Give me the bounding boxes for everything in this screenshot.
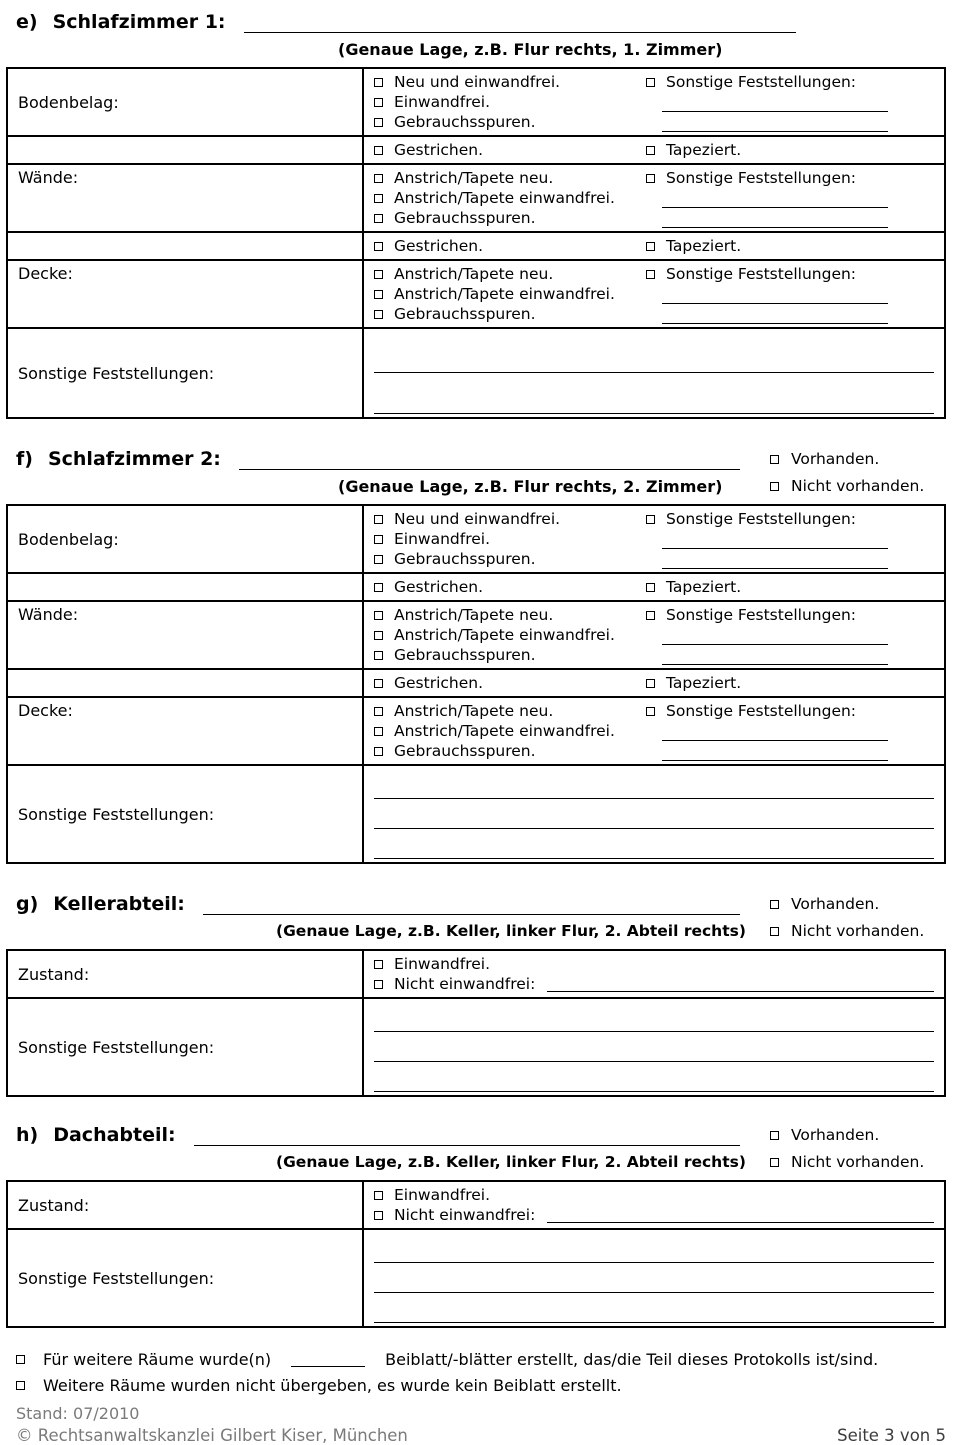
condition-detail-line[interactable] [547,976,934,992]
checkbox-icon[interactable] [374,960,383,969]
walls-row [8,163,944,231]
location-hint: (Genaue Lage, z.B. Flur rechts, 1. Zimmer) [338,39,723,59]
floor-option-new[interactable] [374,509,646,529]
findings-line[interactable] [662,304,888,324]
section-h-header [6,1119,946,1174]
checkbox-icon[interactable] [374,747,383,756]
checkbox-icon[interactable] [374,555,383,564]
floor-findings-option[interactable] [646,509,934,529]
einwandfrei-option[interactable] [374,1185,934,1205]
vorhanden-label: Vorhanden. [791,1126,880,1144]
findings-line[interactable] [374,332,934,373]
checkbox-icon[interactable] [770,1131,779,1140]
findings-line[interactable] [662,92,888,112]
nicht-vorhanden-option[interactable] [770,1151,946,1173]
floor-option-used[interactable] [374,549,646,569]
findings-line[interactable] [662,208,888,228]
checkbox-icon[interactable] [374,583,383,592]
findings-line[interactable] [374,1293,934,1323]
checkbox-icon[interactable] [770,455,779,464]
section-e-header [6,6,946,61]
section-f-header [6,443,946,498]
location-input-line[interactable] [244,11,796,33]
walls-option-used[interactable] [374,645,646,665]
walls-label: Wände: [18,168,79,187]
findings-row [8,997,944,1095]
option-label: Gestrichen. [394,237,484,255]
checkbox-icon[interactable] [770,1158,779,1167]
checkbox-icon[interactable] [374,727,383,736]
checkbox-icon[interactable] [646,707,655,716]
option-label: Anstrich/Tapete neu. [394,265,554,283]
checkbox-icon[interactable] [374,535,383,544]
checkbox-icon[interactable] [374,194,383,203]
findings-line[interactable] [662,645,888,665]
condition-row [8,951,944,997]
gestrichen-option[interactable] [374,140,646,160]
paint-row [8,668,944,696]
findings-line[interactable] [662,549,888,569]
floor-row [8,506,944,572]
beiblatt-created-option[interactable] [16,1346,946,1372]
findings-line[interactable] [662,284,888,304]
walls-option-ok[interactable] [374,625,646,645]
vorhanden-option[interactable] [770,448,946,470]
storage-h-table [6,1180,946,1328]
walls-option-ok[interactable] [374,188,646,208]
option-label: Anstrich/Tapete neu. [394,606,554,624]
ceiling-label: Decke: [18,264,73,283]
checkbox-icon[interactable] [374,310,383,319]
checkbox-icon[interactable] [374,631,383,640]
checkbox-icon[interactable] [374,515,383,524]
floor-label: Bodenbelag: [18,529,119,549]
tapeziert-option[interactable] [646,577,934,597]
checkbox-icon[interactable] [374,174,383,183]
findings-line[interactable] [662,529,888,549]
nicht-vorhanden-option[interactable] [770,475,946,497]
ceiling-label: Decke: [18,701,73,720]
floor-option-ok[interactable] [374,92,646,112]
findings-label: Sonstige Feststellungen: [18,1037,215,1057]
condition-detail-line[interactable] [547,1207,934,1223]
section-name: Schlafzimmer 2: [47,448,221,470]
option-label: Einwandfrei. [394,955,491,973]
findings-line[interactable] [374,1032,934,1062]
section-h-title [16,1124,176,1146]
checkbox-icon[interactable] [16,1355,25,1364]
location-hint: (Genaue Lage, z.B. Flur rechts, 2. Zimmer) [338,476,723,496]
nicht-vorhanden-label: Nicht vorhanden. [791,1153,925,1171]
option-label: Einwandfrei. [394,1186,491,1204]
section-f-title [16,448,221,470]
room-e-table [6,67,946,419]
findings-line[interactable] [374,1062,934,1092]
option-label: Nicht einwandfrei: [394,975,536,993]
option-label: Sonstige Feststellungen: [666,265,857,283]
findings-line[interactable] [374,1233,934,1263]
section-letter: e) [16,11,38,33]
option-label: Gebrauchsspuren. [394,646,536,664]
section-e-title [16,11,226,33]
vorhanden-label: Vorhanden. [791,450,880,468]
ceiling-option-used[interactable] [374,741,646,761]
option-label: Sonstige Feststellungen: [666,510,857,528]
section-letter: h) [16,1124,39,1146]
gestrichen-option[interactable] [374,236,646,256]
checkbox-icon[interactable] [646,146,655,155]
location-input-line[interactable] [194,1124,740,1146]
section-letter: g) [16,893,39,915]
checkbox-icon[interactable] [374,707,383,716]
checkbox-icon[interactable] [374,146,383,155]
location-hint: (Genaue Lage, z.B. Keller, linker Flur, 2. Abteil rechts) [276,1153,746,1171]
findings-line[interactable] [662,721,888,741]
ceiling-option-new[interactable] [374,701,646,721]
checkbox-icon[interactable] [374,98,383,107]
findings-line[interactable] [374,829,934,859]
nicht-einwandfrei-option[interactable] [374,1205,535,1225]
location-input-line[interactable] [239,448,740,470]
option-label: Tapeziert. [666,237,742,255]
location-hint: (Genaue Lage, z.B. Keller, linker Flur, 2. Abteil rechts) [276,922,746,940]
checkbox-icon[interactable] [16,1381,25,1390]
checkbox-icon[interactable] [646,78,655,87]
option-label: Neu und einwandfrei. [394,73,561,91]
option-label: Gestrichen. [394,674,484,692]
checkbox-icon[interactable] [646,174,655,183]
condition-label: Zustand: [18,1195,90,1215]
room-f-table [6,504,946,864]
tapeziert-option[interactable] [646,236,934,256]
ceiling-option-ok[interactable] [374,284,646,304]
paint-row [8,572,944,600]
floor-findings-option[interactable] [646,72,934,92]
option-label: Anstrich/Tapete einwandfrei. [394,626,615,644]
storage-g-table [6,949,946,1097]
option-label: Nicht einwandfrei: [394,1206,536,1224]
walls-findings-option[interactable] [646,168,934,188]
section-name: Dachabteil: [53,1124,176,1146]
nicht-einwandfrei-option[interactable] [374,974,535,994]
checkbox-icon[interactable] [374,118,383,127]
option-label: Gebrauchsspuren. [394,113,536,131]
ceiling-row [8,696,944,764]
checkbox-icon[interactable] [646,679,655,688]
floor-label: Bodenbelag: [18,92,119,112]
findings-line[interactable] [662,188,888,208]
page-footer [6,1426,946,1445]
findings-line[interactable] [374,373,934,414]
option-label: Einwandfrei. [394,93,491,111]
option-label: Neu und einwandfrei. [394,510,561,528]
findings-line[interactable] [662,112,888,132]
section-name: Kellerabteil: [53,893,185,915]
option-label: Anstrich/Tapete einwandfrei. [394,285,615,303]
section-g-header [6,888,946,943]
findings-label: Sonstige Feststellungen: [18,363,215,383]
ceiling-findings-option[interactable] [646,264,934,284]
findings-row [8,327,944,417]
findings-line[interactable] [662,625,888,645]
findings-row [8,1228,944,1326]
walls-option-new[interactable] [374,168,646,188]
floor-option-ok[interactable] [374,529,646,549]
checkbox-icon[interactable] [374,651,383,660]
floor-row [8,69,944,135]
section-letter: f) [16,448,33,470]
option-label: Beiblatt/-blätter erstellt, das/die Teil dieses Protokolls ist/sind. [385,1349,879,1369]
checkbox-icon[interactable] [646,270,655,279]
ceiling-findings-option[interactable] [646,701,934,721]
option-label: Sonstige Feststellungen: [666,73,857,91]
nicht-vorhanden-option[interactable] [770,920,946,942]
ceiling-option-used[interactable] [374,304,646,324]
gestrichen-option[interactable] [374,577,646,597]
tapeziert-option[interactable] [646,673,934,693]
additional-rooms-options [6,1328,946,1398]
copyright: © Rechtsanwaltskanzlei Gilbert Kiser, München [16,1426,408,1445]
paint-row [8,231,944,259]
checkbox-icon[interactable] [374,611,383,620]
gestrichen-option[interactable] [374,673,646,693]
option-label: Gebrauchsspuren. [394,209,536,227]
walls-findings-option[interactable] [646,605,934,625]
checkbox-icon[interactable] [770,927,779,936]
no-beiblatt-option[interactable] [16,1372,946,1398]
findings-line[interactable] [374,769,934,799]
ceiling-row [8,259,944,327]
checkbox-icon[interactable] [374,290,383,299]
ceiling-option-new[interactable] [374,264,646,284]
option-label: Gebrauchsspuren. [394,742,536,760]
vorhanden-option[interactable] [770,893,946,915]
checkbox-icon[interactable] [374,679,383,688]
walls-label: Wände: [18,605,79,624]
option-label: Gebrauchsspuren. [394,550,536,568]
checkbox-icon[interactable] [374,242,383,251]
option-label: Einwandfrei. [394,530,491,548]
vorhanden-option[interactable] [770,1124,946,1146]
option-label: Weitere Räume wurden nicht übergeben, es wurde kein Beiblatt erstellt. [43,1375,622,1395]
condition-row [8,1182,944,1228]
findings-line[interactable] [374,1263,934,1293]
option-label: Tapeziert. [666,141,742,159]
floor-option-new[interactable] [374,72,646,92]
option-label: Anstrich/Tapete neu. [394,702,554,720]
checkbox-icon[interactable] [646,583,655,592]
nicht-vorhanden-label: Nicht vorhanden. [791,477,925,495]
option-label: Sonstige Feststellungen: [666,606,857,624]
checkbox-icon[interactable] [374,1211,383,1220]
option-label: Anstrich/Tapete neu. [394,169,554,187]
page-number: Seite 3 von 5 [837,1426,946,1445]
findings-line[interactable] [374,1002,934,1032]
checkbox-icon[interactable] [374,980,383,989]
option-label: Tapeziert. [666,578,742,596]
option-label: Gebrauchsspuren. [394,305,536,323]
option-label: Gestrichen. [394,141,484,159]
einwandfrei-option[interactable] [374,954,934,974]
findings-row [8,764,944,862]
option-label: Anstrich/Tapete einwandfrei. [394,722,615,740]
option-label: Anstrich/Tapete einwandfrei. [394,189,615,207]
findings-line[interactable] [374,799,934,829]
checkbox-icon[interactable] [770,900,779,909]
findings-line[interactable] [662,741,888,761]
vorhanden-label: Vorhanden. [791,895,880,913]
walls-option-new[interactable] [374,605,646,625]
option-label: Gestrichen. [394,578,484,596]
checkbox-icon[interactable] [374,270,383,279]
option-label: Sonstige Feststellungen: [666,169,857,187]
checkbox-icon[interactable] [770,482,779,491]
walls-option-used[interactable] [374,208,646,228]
checkbox-icon[interactable] [374,78,383,87]
option-label: Tapeziert. [666,674,742,692]
location-input-line[interactable] [203,893,740,915]
floor-option-used[interactable] [374,112,646,132]
option-label: Sonstige Feststellungen: [666,702,857,720]
checkbox-icon[interactable] [374,214,383,223]
checkbox-icon[interactable] [646,611,655,620]
paint-row [8,135,944,163]
beiblatt-count-line[interactable] [291,1351,365,1367]
version-note: Stand: 07/2010 [16,1404,140,1423]
tapeziert-option[interactable] [646,140,934,160]
section-name: Schlafzimmer 1: [52,11,226,33]
checkbox-icon[interactable] [374,1191,383,1200]
checkbox-icon[interactable] [646,515,655,524]
checkbox-icon[interactable] [646,242,655,251]
walls-row [8,600,944,668]
findings-label: Sonstige Feststellungen: [18,1268,215,1288]
findings-label: Sonstige Feststellungen: [18,804,215,824]
nicht-vorhanden-label: Nicht vorhanden. [791,922,925,940]
ceiling-option-ok[interactable] [374,721,646,741]
condition-label: Zustand: [18,964,90,984]
section-g-title [16,893,185,915]
option-label: Für weitere Räume wurde(n) [43,1349,272,1369]
